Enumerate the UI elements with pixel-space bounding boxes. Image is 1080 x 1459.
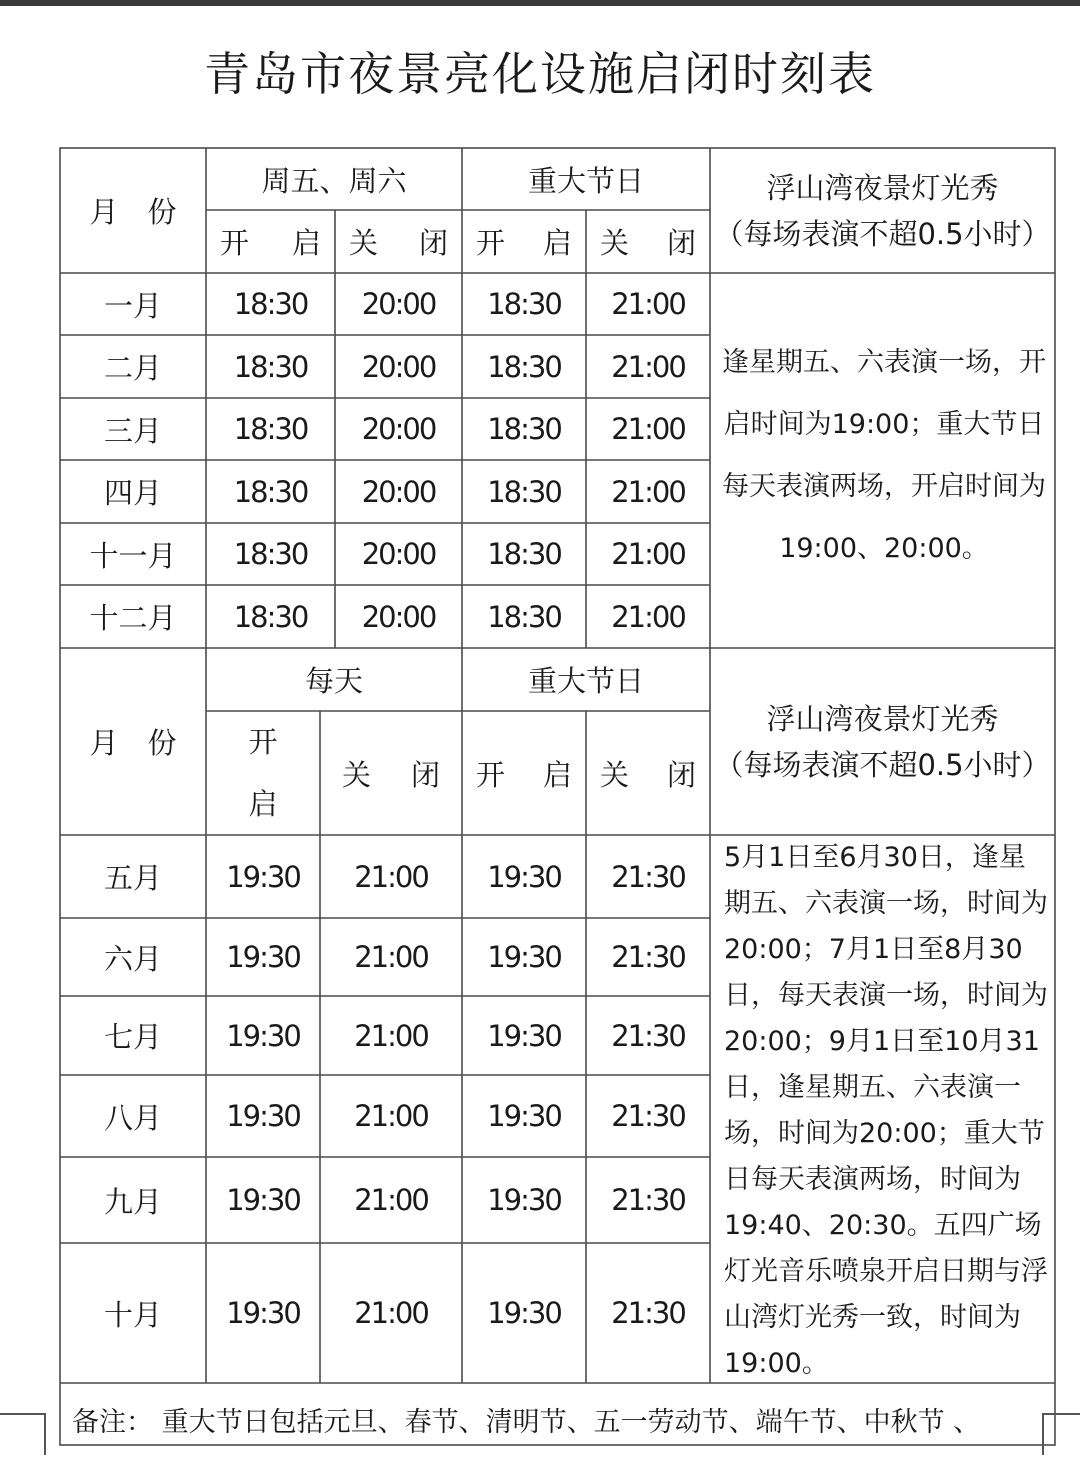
group-header-holiday-1: 重大节日	[527, 163, 644, 198]
table-cell-time: 21:00	[354, 940, 428, 974]
table-cell-time: 21:00	[611, 412, 685, 446]
table-row-month: 五月	[103, 861, 162, 895]
table-cell-time: 21:00	[354, 1296, 428, 1330]
table-cell-time: 18:30	[487, 349, 561, 384]
table-cell-time: 21:30	[611, 1099, 685, 1133]
group-header-daily: 每天	[304, 664, 363, 698]
table-row-month: 十一月	[89, 538, 177, 573]
table-cell-time: 21:00	[611, 349, 685, 384]
table-row-month: 四月	[103, 476, 162, 510]
month-header-2: 月 份	[89, 726, 177, 760]
group-header-holiday-2: 重大节日	[527, 664, 644, 698]
page-title: 青岛市夜景亮化设施启闭时刻表	[204, 47, 876, 101]
table-cell-time: 18:30	[487, 599, 561, 634]
close-header-2b: 关 闭	[600, 757, 696, 792]
table-cell-time: 18:30	[233, 474, 308, 509]
table-cell-time: 19:30	[487, 1296, 561, 1330]
table-cell-time: 21:00	[611, 537, 685, 571]
table-row-month: 六月	[103, 941, 162, 976]
table-row-month: 七月	[103, 1020, 162, 1054]
table-row-month: 二月	[103, 351, 162, 385]
table-cell-time: 19:30	[226, 1296, 300, 1330]
table-cell-time: 21:30	[611, 1183, 685, 1217]
close-header-1a: 关 闭	[349, 226, 448, 260]
table-cell-time: 19:30	[226, 1018, 300, 1053]
table-cell-time: 21:30	[611, 1018, 685, 1053]
light-show-header-2: 浮山湾夜景灯光秀 （每场表演不超0.5小时）	[714, 701, 1051, 782]
table-cell-time: 18:30	[233, 537, 308, 571]
table-cell-time: 19:30	[487, 1183, 561, 1217]
table-cell-time: 18:30	[233, 349, 308, 384]
table-cell-time: 19:30	[226, 859, 300, 894]
table-row-month: 十月	[103, 1297, 162, 1332]
table-cell-time: 21:00	[354, 1183, 428, 1217]
light-show-note-2: 5月1日至6月30日，逢星期五、六表演一场，时间为20:00；7月1日至8月30日，每天表演一场，时间为20:00；9月1日至10月31日，逢星期五、六表演一场，时间为20:00；重大节日每天表演两场，时间为19:40、20:30。五四广场灯光音乐喷泉开启日期与浮山湾灯光秀一致，时间为19:00。	[724, 841, 1048, 1379]
close-header-1b: 关 闭	[600, 226, 696, 260]
table-cell-time: 21:00	[354, 859, 428, 894]
close-header-2a: 关 闭	[342, 757, 440, 792]
crop-mark-left	[0, 1413, 46, 1455]
open-header-2a: 开 启	[248, 725, 278, 821]
table-cell-time: 21:00	[611, 599, 685, 634]
table-cell-time: 20:00	[361, 349, 436, 384]
table-row-month: 一月	[103, 288, 162, 323]
table-cell-time: 19:30	[226, 1183, 300, 1217]
table-cell-time: 21:00	[354, 1018, 428, 1053]
table-cell-time: 19:30	[487, 940, 561, 974]
table-cell-time: 21:00	[354, 1099, 428, 1133]
table-cell-time: 20:00	[361, 537, 436, 571]
table-cell-time: 19:30	[487, 859, 561, 894]
remark-text: 备注： 重大节日包括元旦、春节、清明节、五一劳动节、端午节、中秋节 、	[72, 1407, 981, 1438]
light-show-note-1: 逢星期五、六表演一场，开启时间为19:00；重大节日每天表演两场，开启时间为19:00、20:00。	[722, 346, 1046, 564]
table-cell-time: 19:30	[487, 1099, 561, 1133]
open-header-2b: 开 启	[476, 757, 572, 792]
table-cell-time: 18:30	[487, 287, 561, 321]
table-cell-time: 18:30	[487, 537, 561, 571]
table-cell-time: 21:00	[611, 287, 685, 321]
table-row-month: 八月	[103, 1100, 162, 1135]
table-cell-time: 18:30	[233, 287, 308, 321]
open-header-1a: 开 启	[220, 226, 321, 260]
table-cell-time: 20:00	[361, 287, 436, 321]
table-row-month: 九月	[103, 1184, 162, 1219]
table-cell-time: 18:30	[233, 599, 308, 634]
table-cell-time: 18:30	[487, 412, 561, 446]
month-header-1: 月 份	[89, 195, 177, 229]
table-cell-time: 19:30	[226, 940, 300, 974]
light-show-header-1: 浮山湾夜景灯光秀 （每场表演不超0.5小时）	[714, 170, 1051, 251]
table-cell-time: 20:00	[361, 599, 436, 634]
table-cell-time: 18:30	[487, 474, 561, 509]
table-row-month: 三月	[103, 413, 162, 448]
table-cell-time: 21:30	[611, 940, 685, 974]
table-cell-time: 21:30	[611, 859, 685, 894]
table-cell-time: 20:00	[361, 412, 436, 446]
group-header-fri-sat: 周五、周六	[261, 163, 407, 198]
table-row-month: 十二月	[89, 601, 177, 635]
table-cell-time: 21:30	[611, 1296, 685, 1330]
table-cell-time: 18:30	[233, 412, 308, 446]
table-cell-time: 19:30	[487, 1018, 561, 1053]
crop-mark-right	[1042, 1413, 1080, 1455]
table-cell-time: 19:30	[226, 1099, 300, 1133]
table-cell-time: 21:00	[611, 474, 685, 509]
open-header-1b: 开 启	[476, 226, 572, 260]
table-cell-time: 20:00	[361, 474, 436, 509]
